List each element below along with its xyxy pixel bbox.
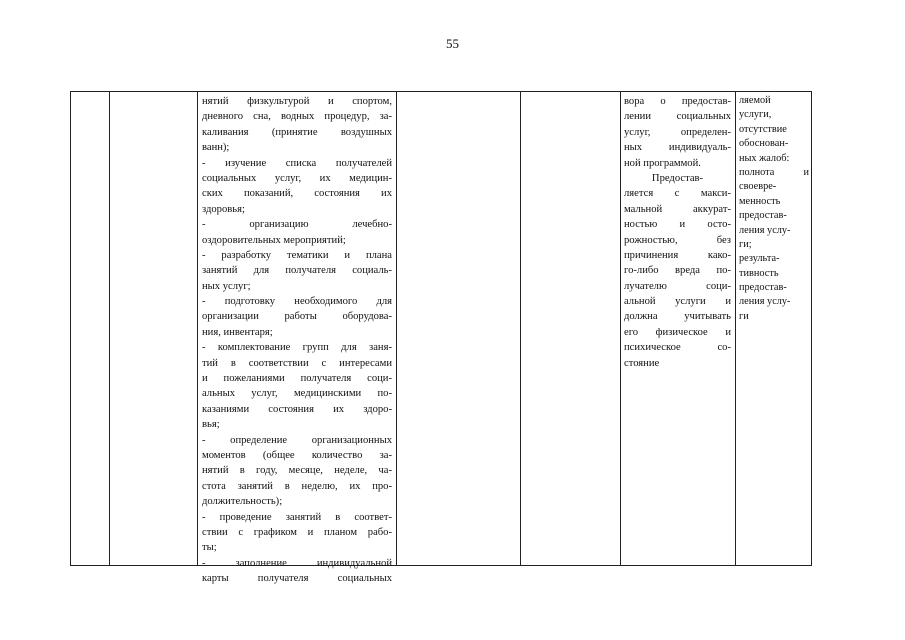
text-line: ских показаний, состояния их	[202, 188, 392, 200]
page-number: 55	[446, 36, 459, 51]
text-line: - определение организационных	[202, 434, 392, 446]
services-table	[70, 91, 812, 585]
text-line: - организацию лечебно-	[202, 219, 392, 231]
text-line: и пожеланиями получателя соци-	[202, 373, 392, 385]
column-divider	[396, 92, 397, 565]
text-line: ления услу-	[739, 224, 791, 236]
text-line: ляемой	[739, 95, 771, 106]
text-line: оздоровительных мероприятий;	[202, 234, 346, 246]
quality-indicators-cell	[739, 94, 809, 565]
text-line: - заполнение индивидуальной	[202, 557, 392, 569]
text-line: вья;	[202, 419, 220, 431]
text-line: ных услуг;	[202, 280, 251, 292]
text-line: каливания (принятие воздушных	[202, 126, 392, 138]
text-line: предостав-	[739, 282, 787, 294]
text-line: своевре-	[739, 181, 777, 193]
text-line: его физическое и	[624, 326, 731, 338]
text-line: должительность);	[202, 496, 283, 508]
column-divider	[197, 92, 198, 565]
text-line: рожностью, без	[624, 234, 731, 246]
text-line: тивность	[739, 267, 779, 279]
text-line: здоровья;	[202, 203, 245, 215]
text-line: полнота и	[739, 166, 809, 178]
text-line: дневного сна, водных процедур, за-	[202, 111, 392, 123]
text-line: предостав-	[739, 210, 787, 222]
text-line: мальной аккурат-	[624, 203, 731, 215]
column-divider	[109, 92, 110, 565]
text-line: лучателю соци-	[624, 280, 731, 292]
text-line: ной программой.	[624, 157, 701, 169]
text-line: ных жалоб:	[739, 152, 790, 164]
text-line: альной услуги и	[624, 296, 731, 308]
text-line: стояние	[624, 357, 660, 369]
text-line: стота занятий в неделю, их про-	[202, 480, 392, 492]
text-line: тий в соответствии с интересами	[202, 357, 392, 369]
text-line: нятий в году, месяце, неделе, ча-	[202, 465, 392, 477]
text-line: обоснован-	[739, 138, 789, 150]
text-line: ванн);	[202, 142, 230, 154]
text-line: ления услу-	[739, 296, 791, 308]
text-line: ностью и осто-	[624, 219, 731, 231]
service-description-cell	[202, 94, 392, 585]
column-divider	[735, 92, 736, 565]
text-line: психическое со-	[624, 342, 731, 354]
text-line: менность	[739, 195, 781, 207]
text-line: ги	[739, 310, 749, 322]
text-line: Предостав-	[651, 172, 704, 184]
text-line: ствии с графиком и планом рабо-	[202, 526, 392, 538]
text-line: нятий физкультурой и спортом,	[202, 96, 392, 107]
column-divider	[520, 92, 521, 565]
text-line: - проведение занятий в соответ-	[202, 511, 392, 523]
text-line: - изучение списка получателей	[202, 157, 392, 169]
text-line: ных индивидуаль-	[624, 142, 731, 154]
text-line: организации работы оборудова-	[202, 311, 392, 323]
text-line: казаниями состояния их здоро-	[202, 403, 392, 415]
text-line: отсутствие	[739, 123, 787, 135]
text-line: ляется с макси-	[624, 188, 731, 200]
text-line: ты;	[202, 542, 217, 554]
text-line: ги;	[739, 238, 752, 250]
text-line: социальных услуг, их медицин-	[202, 172, 392, 184]
text-line: услуг, определен-	[624, 126, 731, 138]
text-line: альных услуг, медицинскими по-	[202, 388, 392, 400]
text-line: занятий для получателя социаль-	[202, 265, 392, 277]
text-line: - разработку тематики и плана	[202, 249, 392, 261]
text-line: ния, инвентаря;	[202, 326, 273, 338]
service-conditions-cell	[624, 94, 731, 565]
text-line: го-либо вреда по-	[624, 265, 731, 277]
text-line: - комплектование групп для заня-	[202, 342, 392, 354]
text-line: лении социальных	[624, 111, 731, 123]
text-line: карты получателя социальных	[202, 573, 392, 585]
text-line: вора о предостав-	[624, 96, 731, 107]
text-line: услуги,	[739, 109, 772, 121]
text-line: причинения како-	[624, 249, 731, 261]
text-line: - подготовку необходимого для	[202, 296, 392, 308]
text-line: результа-	[739, 253, 780, 265]
column-divider	[620, 92, 621, 565]
text-line: должна учитывать	[624, 311, 731, 323]
text-line: моментов (общее количество за-	[202, 449, 392, 461]
